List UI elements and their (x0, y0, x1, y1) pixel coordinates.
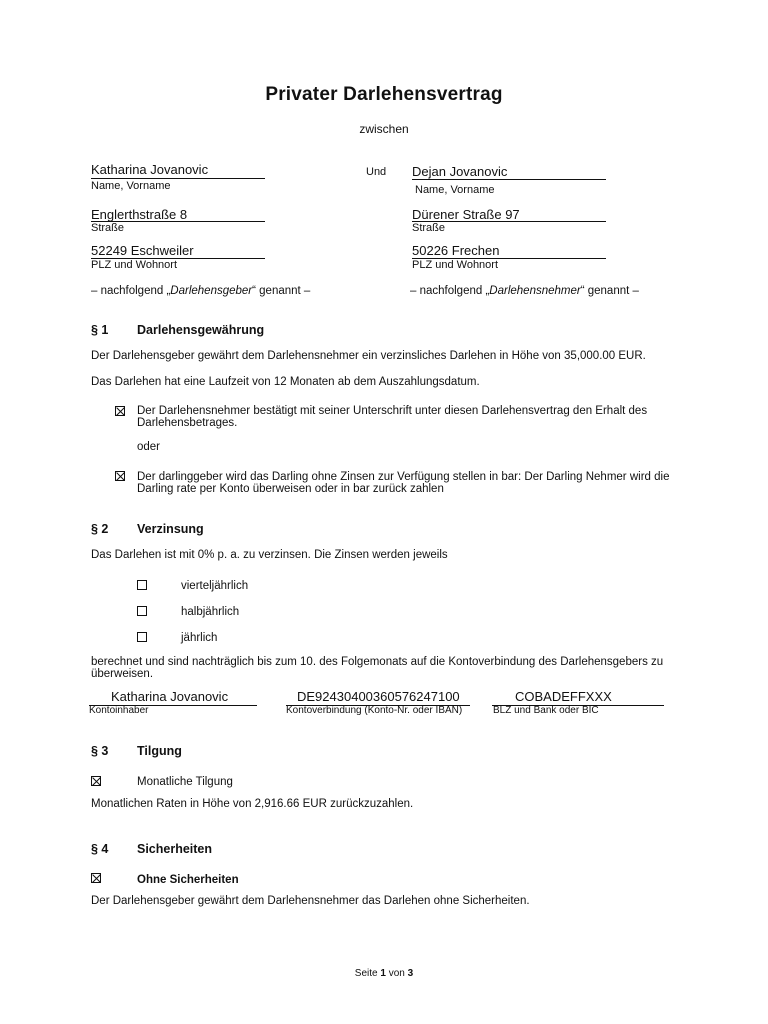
section-1-paragraph-1: Der Darlehensgeber gewährt dem Darlehensnehmer ein verzinsliches Darlehen in Höhe von 35,000.00 EUR. (91, 350, 646, 362)
lender-street-caption: Straße (91, 222, 125, 234)
checkbox-monthly-repayment[interactable] (91, 776, 101, 786)
checkbox-quarterly[interactable] (137, 580, 147, 590)
borrower-name: Dejan Jovanovic (412, 164, 508, 179)
account-holder-caption: Kontoinhaber (89, 705, 149, 716)
iban-caption: Kontoverbindung (Konto-Nr. oder IBAN) (286, 705, 463, 716)
section-1-paragraph-2: Das Darlehen hat eine Laufzeit von 12 Monaten ab dem Auszahlungsdatum. (91, 376, 480, 388)
checkbox-annual[interactable] (137, 632, 147, 642)
page-footer: Seite 1 von 3 (354, 968, 414, 979)
borrower-designation: – nachfolgend „Darlehensnehmer“ genannt – (410, 285, 639, 297)
borrower-street-caption: Straße (412, 222, 446, 234)
section-3-paragraph-1: Monatlichen Raten in Höhe von 2,916.66 EUR zurückzuzahlen. (91, 798, 414, 810)
lender-city-caption: PLZ und Wohnort (91, 259, 178, 271)
lender-street: Englerthstraße 8 (91, 207, 188, 222)
lender-city: 52249 Eschweiler (91, 243, 194, 258)
section-3-number: § 3 (91, 744, 109, 758)
account-holder-value: Katharina Jovanovic (111, 689, 229, 704)
section-2-number: § 2 (91, 522, 109, 536)
bic-caption: BLZ und Bank oder BIC (493, 705, 599, 716)
borrower-city-caption: PLZ und Wohnort (412, 259, 499, 271)
section-1-heading: Darlehensgewährung (137, 323, 265, 337)
option-receipt-confirmed-label: Der Darlehensnehmer bestätigt mit seiner Unterschrift unter diesen Darlehensvertrag den Erhalt des Darlehensbetrages. (137, 405, 648, 429)
section-4-paragraph-1: Der Darlehensgeber gewährt dem Darlehensnehmer das Darlehen ohne Sicherheiten. (91, 895, 530, 907)
option-cash-payment-label: Der darlinggeber wird das Darling ohne Zinsen zur Verfügung stellen in bar: Der Darling Nehmer wird die Darling rate per Konto überweisen oder in bar zurück zahlen (137, 471, 670, 495)
option-annual-label: jährlich (181, 632, 218, 644)
borrower-name-caption: Name, Vorname (415, 184, 495, 196)
bic-value: COBADEFFXXX (515, 689, 612, 704)
section-2-paragraph-2: berechnet und sind nachträglich bis zum 10. des Folgemonats auf die Kontoverbindung des Darlehensgebers zu überweisen. (91, 656, 664, 680)
checkbox-semiannual[interactable] (137, 606, 147, 616)
checkbox-receipt-confirmed[interactable] (115, 406, 125, 416)
lender-name: Katharina Jovanovic (91, 162, 209, 177)
borrower-city: 50226 Frechen (412, 243, 500, 258)
option-semiannual-label: halbjährlich (181, 606, 240, 618)
iban-value: DE92430400360576247100 (297, 689, 460, 704)
or-label: oder (137, 441, 161, 453)
section-2-paragraph-1: Das Darlehen ist mit 0% p. a. zu verzinsen. Die Zinsen werden jeweils (91, 549, 448, 561)
lender-name-line (91, 178, 265, 179)
subtitle: zwischen (359, 122, 409, 136)
section-3-heading: Tilgung (137, 744, 182, 758)
document-title: Privater Darlehensvertrag (265, 84, 503, 105)
checkbox-cash-payment[interactable] (115, 471, 125, 481)
borrower-name-line (412, 179, 606, 180)
section-2-heading: Verzinsung (137, 522, 204, 536)
section-1-number: § 1 (91, 323, 109, 337)
borrower-street: Dürener Straße 97 (412, 207, 520, 222)
section-4-number: § 4 (91, 842, 109, 856)
lender-designation: – nachfolgend „Darlehensgeber“ genannt – (91, 285, 311, 297)
und-label: Und (366, 166, 387, 178)
option-quarterly-label: vierteljährlich (181, 580, 249, 592)
option-no-securities-label: Ohne Sicherheiten (137, 874, 239, 886)
checkbox-no-securities[interactable] (91, 873, 101, 883)
section-4-heading: Sicherheiten (137, 842, 213, 856)
option-monthly-repayment-label: Monatliche Tilgung (137, 776, 233, 788)
lender-name-caption: Name, Vorname (91, 180, 171, 192)
